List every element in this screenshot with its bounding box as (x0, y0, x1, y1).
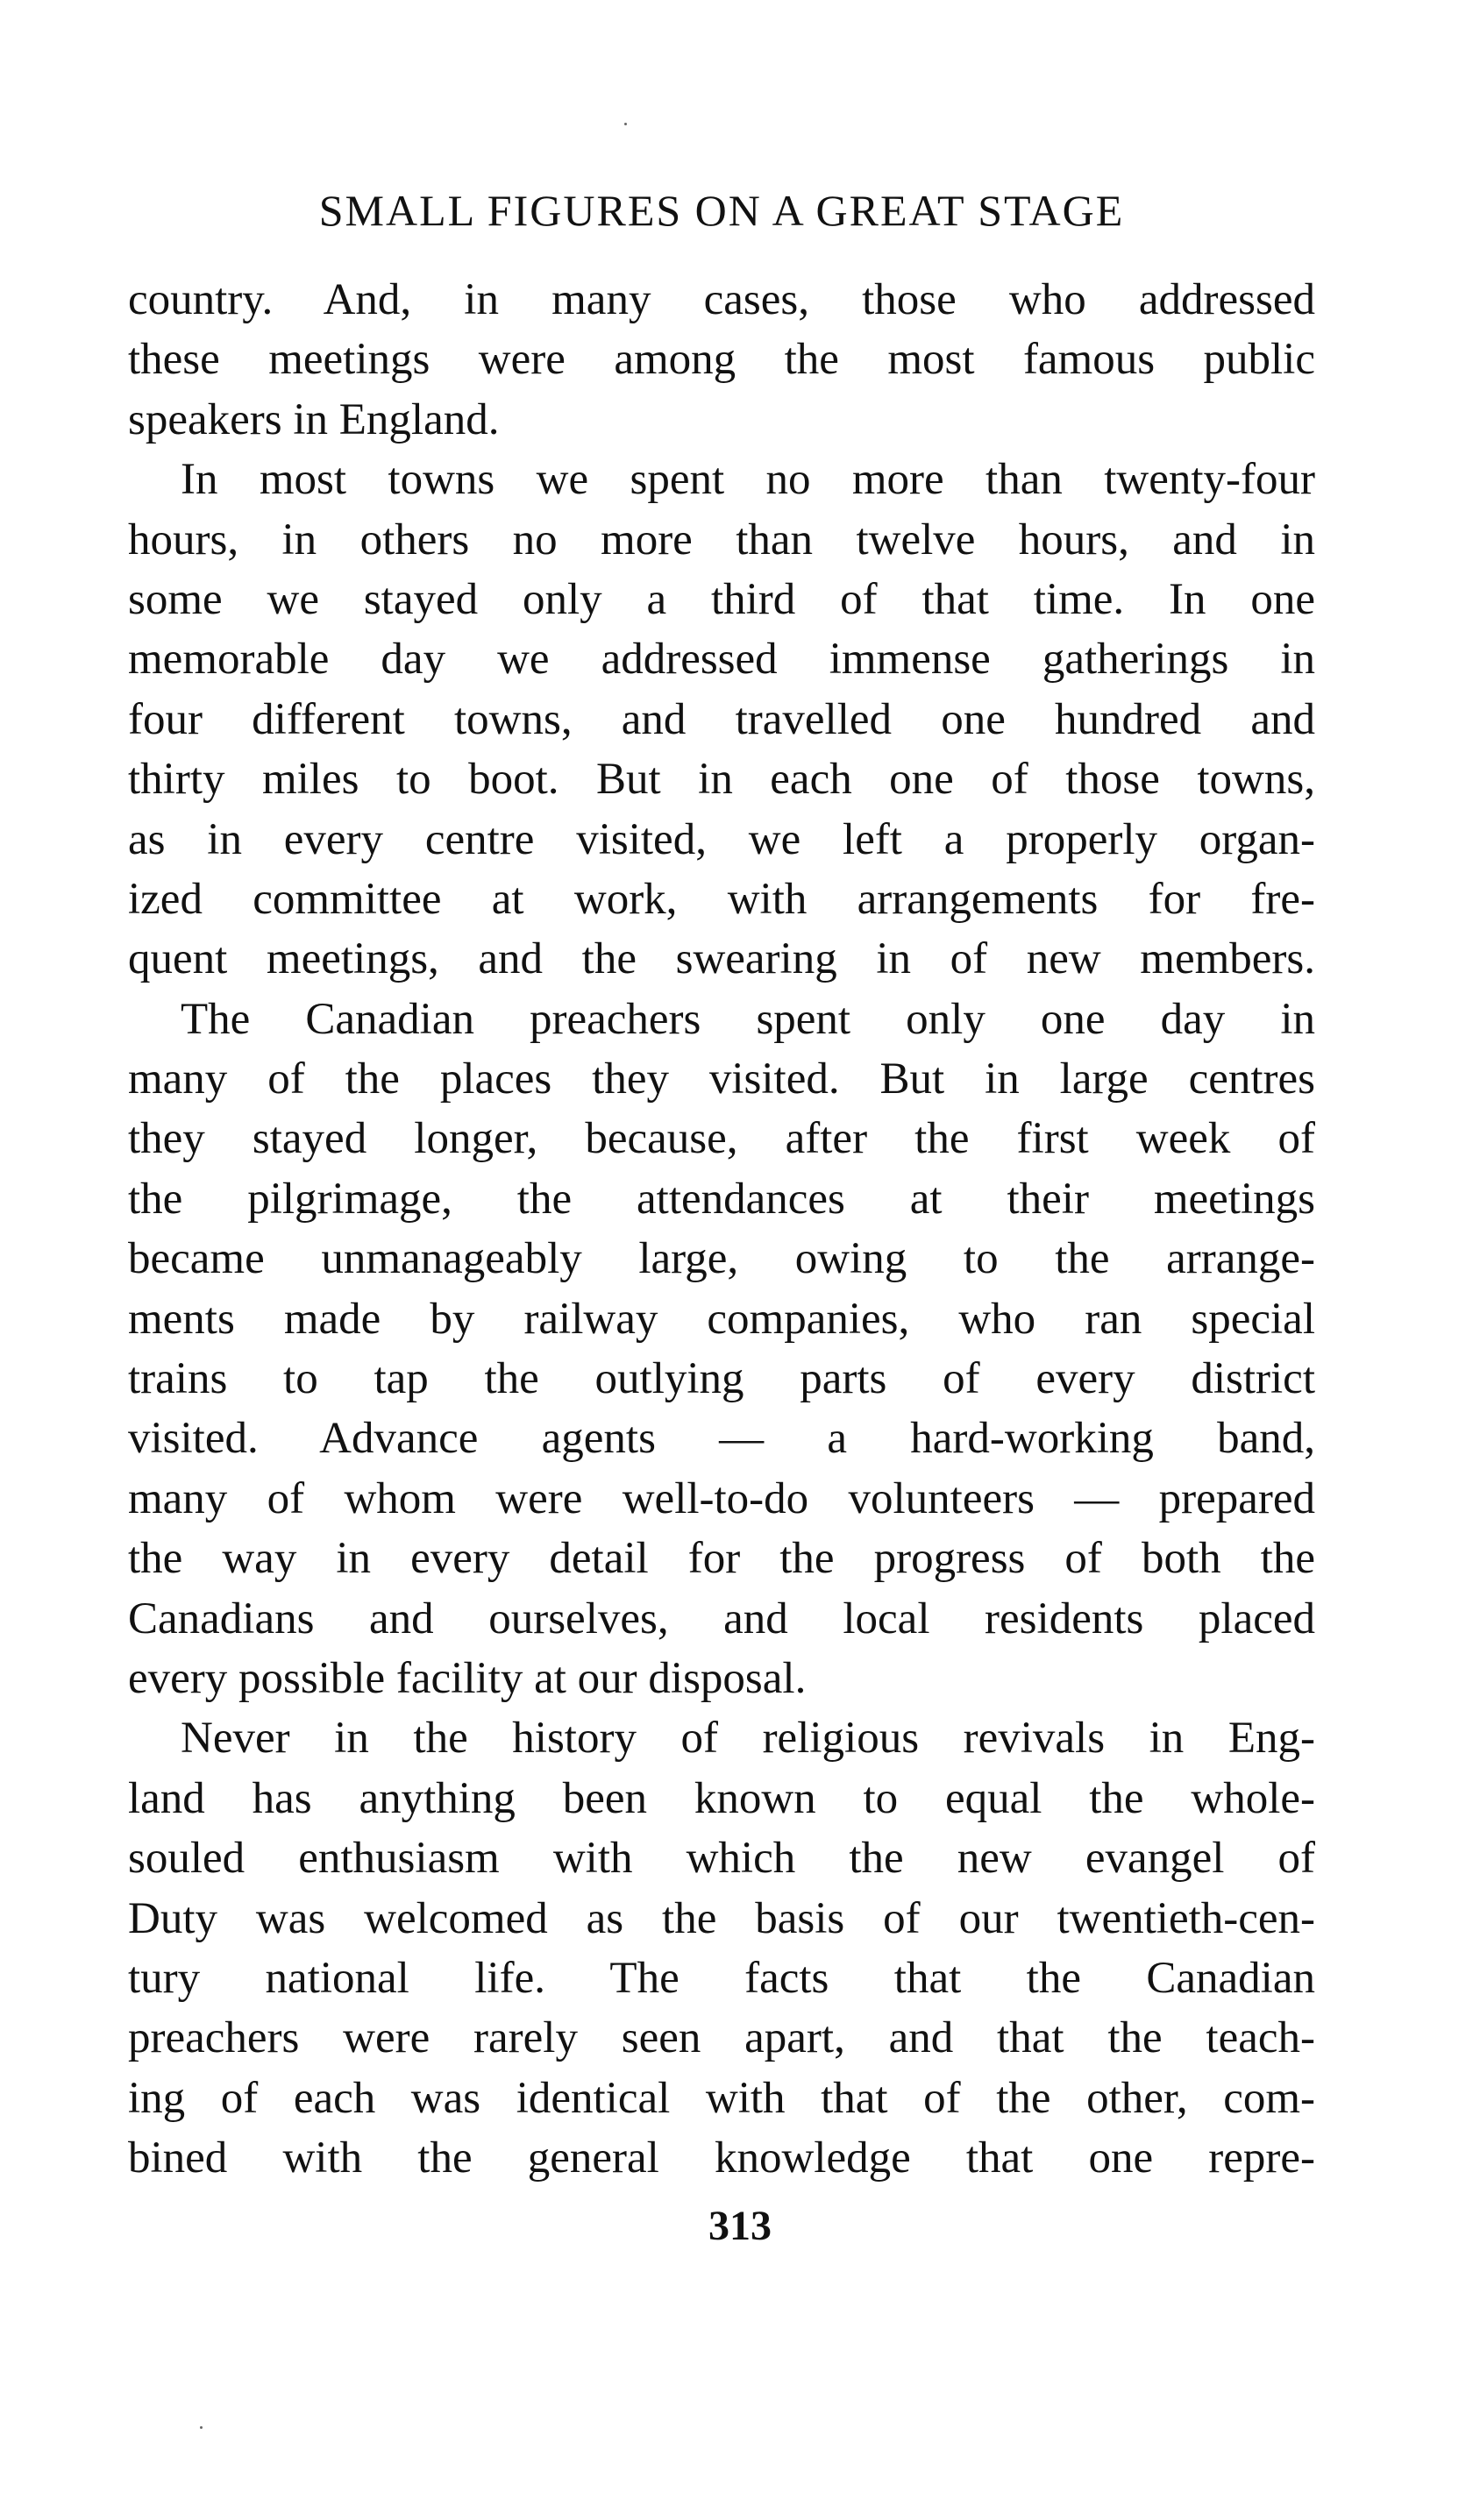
text-line: trains to tap the outlying parts of every district (128, 1354, 1315, 1404)
text-line: country. And, in many cases, those who addressed (128, 275, 1315, 324)
text-line: these meetings were among the most famous public (128, 335, 1315, 385)
text-line: hours, in others no more than twelve hours, and in (128, 515, 1315, 564)
text-line: bined with the general knowledge that one repre- (128, 2133, 1315, 2183)
text-line: tury national life. The facts that the Canadian (128, 1953, 1315, 2003)
text-line: the way in every detail for the progress of both the (128, 1534, 1315, 1584)
text-line: preachers were rarely seen apart, and that the teach- (128, 2013, 1315, 2063)
text-line: speakers in England. (128, 394, 500, 444)
text-line: every possible facility at our disposal. (128, 1653, 807, 1703)
text-line: ized committee at work, with arrangements for fre- (128, 874, 1315, 924)
text-line: Duty was welcomed as the basis of our twentieth-cen- (128, 1893, 1315, 1943)
page-body-text (128, 270, 1315, 2189)
text-line: many of the places they visited. But in large centres (128, 1054, 1315, 1104)
text-line: visited. Advance agents — a hard-working band, (128, 1414, 1315, 1464)
text-line: souled enthusiasm with which the new evangel of (128, 1834, 1315, 1884)
text-line: land has anything been known to equal the whole- (128, 1773, 1315, 1823)
text-line: The Canadian preachers spent only one day in (181, 994, 1315, 1044)
text-line: ing of each was identical with that of the other, com- (128, 2073, 1315, 2123)
text-line: quent meetings, and the swearing in of new members. (128, 934, 1315, 984)
text-line: ments made by railway companies, who ran special (128, 1294, 1315, 1344)
running-header: SMALL FIGURES ON A GREAT STAGE (318, 186, 1125, 235)
text-line: memorable day we addressed immense gatherings in (128, 635, 1315, 685)
text-line: the pilgrimage, the attendances at their meetings (128, 1174, 1315, 1224)
text-line: became unmanageably large, owing to the arrange- (128, 1234, 1315, 1284)
text-line: as in every centre visited, we left a properly organ- (128, 814, 1315, 864)
scan-speck (624, 123, 627, 125)
text-line: thirty miles to boot. But in each one of those towns, (128, 755, 1315, 805)
text-line: they stayed longer, because, after the first week of (128, 1114, 1315, 1164)
text-line: many of whom were well-to-do volunteers — prepared (128, 1473, 1315, 1523)
text-line: four different towns, and travelled one hundred and (128, 694, 1315, 744)
text-line: some we stayed only a third of that time. In one (128, 574, 1315, 624)
text-line: Never in the history of religious revivals in Eng- (181, 1714, 1315, 1764)
page-number: 313 (708, 2203, 772, 2249)
text-line: Canadians and ourselves, and local residents placed (128, 1594, 1315, 1643)
text-line: In most towns we spent no more than twenty-four (181, 455, 1315, 505)
scan-speck (200, 2426, 203, 2429)
